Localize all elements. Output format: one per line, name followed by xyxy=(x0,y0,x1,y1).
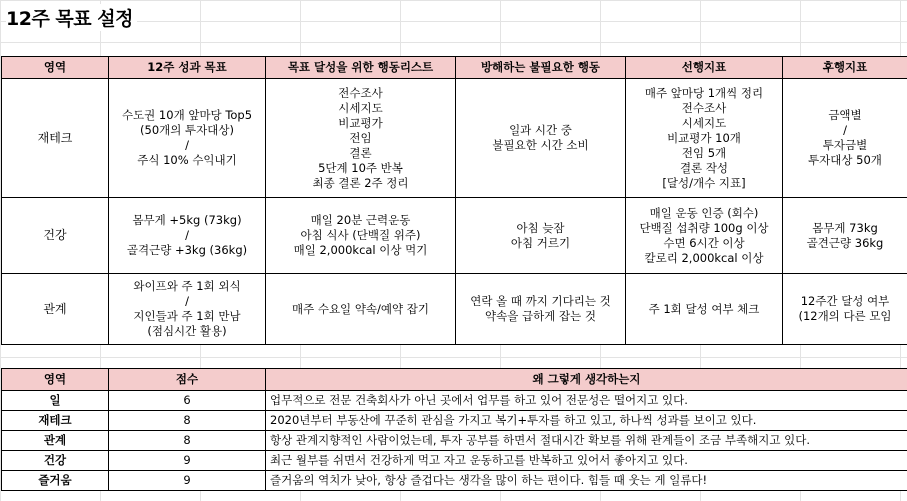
area-cell[interactable]: 재테크 xyxy=(2,79,109,198)
cell-line: 매일 20분 근력운동 xyxy=(310,213,411,227)
leading-cell[interactable] xyxy=(626,79,783,198)
scores-header-row xyxy=(2,369,907,391)
header-leading[interactable]: 선행지표 xyxy=(626,57,783,79)
table-row xyxy=(2,431,907,451)
score-value-cell[interactable]: 9 xyxy=(109,471,266,491)
cell-line: 골격근량 +3kg (36kg) xyxy=(126,243,248,257)
score-area-cell[interactable]: 관계 xyxy=(2,431,109,451)
score-area-cell[interactable]: 건강 xyxy=(2,451,109,471)
score-area-cell[interactable]: 즐거움 xyxy=(2,471,109,491)
actions-cell[interactable] xyxy=(266,198,456,274)
obstacles-cell[interactable] xyxy=(456,274,626,345)
cell-line: (12개의 다른 모임 xyxy=(798,309,892,323)
cell-line: (점심시간 활용) xyxy=(147,324,227,338)
cell-line: 매주 앞마당 1개씩 정리 xyxy=(644,85,764,100)
cell-line: 일과 시간 중 xyxy=(509,123,572,137)
area-cell[interactable]: 건강 xyxy=(2,198,109,274)
table-row xyxy=(2,79,907,198)
cell-line: 주식 10% 수익내기 xyxy=(137,153,237,167)
outcome-cell[interactable] xyxy=(109,79,266,198)
cell-line: 매일 운동 인증 (회수) xyxy=(649,205,759,220)
cell-line: 최종 결론 2주 정리 xyxy=(312,175,409,190)
obstacles-cell[interactable] xyxy=(456,198,626,274)
cell-line: 시세지도 xyxy=(681,115,727,130)
table-row xyxy=(2,391,907,411)
cell-line: 와이프와 주 1회 외식 xyxy=(133,279,241,293)
cell-line: 매일 2,000kcal 이상 먹기 xyxy=(293,243,428,257)
actions-cell[interactable] xyxy=(266,79,456,198)
cell-line: 불필요한 시간 소비 xyxy=(492,138,589,152)
cell-line: 투자대상 50개 xyxy=(808,153,882,167)
cell-line: 약속을 급하게 잡는 것 xyxy=(485,309,596,323)
header-area[interactable]: 영역 xyxy=(2,57,109,79)
cell-line: (50개의 투자대상) xyxy=(140,123,234,137)
header-actions[interactable]: 목표 달성을 위한 행동리스트 xyxy=(266,57,456,79)
cell-line: 아침 식사 (단백질 위주) xyxy=(300,228,421,242)
table-row xyxy=(2,274,907,345)
cell-line: 전수조사 xyxy=(681,100,727,115)
outcome-cell[interactable] xyxy=(109,198,266,274)
cell-line: 전임 5개 xyxy=(681,145,727,160)
score-value-cell[interactable]: 6 xyxy=(109,391,266,411)
score-reason-cell[interactable]: 항상 관계지향적인 사람이었는데, 투자 공부를 하면서 절대시간 확보를 위해 관계들이 조금 부족해지고 있다. xyxy=(266,431,907,451)
score-value-cell[interactable]: 9 xyxy=(109,451,266,471)
cell-line: 아침 거르기 xyxy=(510,235,571,250)
goals-table xyxy=(1,56,907,345)
leading-cell[interactable] xyxy=(626,274,783,345)
cell-line: / xyxy=(185,138,189,152)
table-row xyxy=(2,198,907,274)
cell-line: 수도권 10개 앞마당 Top5 xyxy=(121,108,253,122)
actions-cell[interactable] xyxy=(266,274,456,345)
cell-line: 골견근량 36kg xyxy=(806,235,884,250)
lagging-cell[interactable] xyxy=(783,79,907,198)
cell-line: 12주간 달성 여부 xyxy=(800,294,890,308)
scores-table xyxy=(1,368,907,491)
cell-line: 결론 xyxy=(349,145,372,160)
score-reason-cell[interactable]: 업무적으로 전문 건축회사가 아닌 곳에서 업무를 하고 있어 전문성은 떨어지고 있다. xyxy=(266,391,907,411)
header-obstacles[interactable]: 방해하는 불필요한 행동 xyxy=(456,57,626,79)
cell-line: [달성/개수 지표] xyxy=(662,175,746,190)
page-title: 12주 목표 설정 xyxy=(6,4,137,31)
cell-line: / xyxy=(185,294,189,308)
cell-line: 금액별 xyxy=(828,108,862,122)
area-cell[interactable]: 관계 xyxy=(2,274,109,345)
score-reason-cell[interactable]: 2020년부터 부동산에 꾸준히 관심을 가지고 복기+투자를 하고 있고, 하나씩 성과를 보이고 있다. xyxy=(266,411,907,431)
score-reason-cell[interactable]: 즐거움의 역치가 낮아, 항상 즐겁다는 생각을 많이 하는 편이다. 힘들 때 웃는 게 일류다! xyxy=(266,471,907,491)
cell-line: 결론 작성 xyxy=(679,160,729,175)
cell-line: 비교평가 xyxy=(338,115,383,130)
cell-line: 투자금별 xyxy=(822,138,868,152)
cell-line: 칼로리 2,000kcal 이상 xyxy=(644,250,764,265)
lagging-cell[interactable] xyxy=(783,274,907,345)
cell-line: 몸무게 +5kg (73kg) xyxy=(132,213,242,227)
cell-line: 지인들과 주 1회 만남 xyxy=(133,309,241,323)
goals-header-row xyxy=(2,57,907,79)
cell-line: 아침 늦잠 xyxy=(516,220,565,235)
leading-cell[interactable] xyxy=(626,198,783,274)
score-value-cell[interactable]: 8 xyxy=(109,411,266,431)
header-lagging[interactable]: 후행지표 xyxy=(783,57,907,79)
cell-line: 수면 6시간 이상 xyxy=(663,235,745,250)
table-row xyxy=(2,411,907,431)
score-reason-cell[interactable]: 최근 월부를 쉬면서 건강하게 먹고 자고 운동하고를 반복하고 있어서 좋아지고 있다. xyxy=(266,451,907,471)
header-outcome[interactable]: 12주 성과 목표 xyxy=(109,57,266,79)
obstacles-cell[interactable] xyxy=(456,79,626,198)
header-area[interactable]: 영역 xyxy=(2,369,109,391)
table-row xyxy=(2,451,907,471)
table-row xyxy=(2,471,907,491)
cell-line: / xyxy=(843,123,847,137)
cell-line: 비교평가 10개 xyxy=(667,130,741,145)
cell-line: 단백질 섭취량 100g 이상 xyxy=(639,220,769,235)
outcome-cell[interactable] xyxy=(109,274,266,345)
cell-line: 매주 수요일 약속/예약 잡기 xyxy=(291,301,430,316)
header-score[interactable]: 점수 xyxy=(109,369,266,391)
cell-line: 주 1회 달성 여부 체크 xyxy=(648,301,760,316)
cell-line: 전수조사 xyxy=(338,85,383,100)
cell-line: 시세지도 xyxy=(338,100,383,115)
score-area-cell[interactable]: 재테크 xyxy=(2,411,109,431)
cell-line: 연락 올 때 까지 기다리는 것 xyxy=(470,294,611,308)
cell-line: 5단계 10주 반복 xyxy=(318,160,403,175)
cell-line: 전임 xyxy=(349,130,372,145)
lagging-cell[interactable] xyxy=(783,198,907,274)
cell-line: 몸무게 73kg xyxy=(812,220,878,235)
header-reason[interactable]: 왜 그렇게 생각하는지 xyxy=(266,369,907,391)
score-area-cell[interactable]: 일 xyxy=(2,391,109,411)
cell-line: / xyxy=(185,228,189,242)
score-value-cell[interactable]: 8 xyxy=(109,431,266,451)
